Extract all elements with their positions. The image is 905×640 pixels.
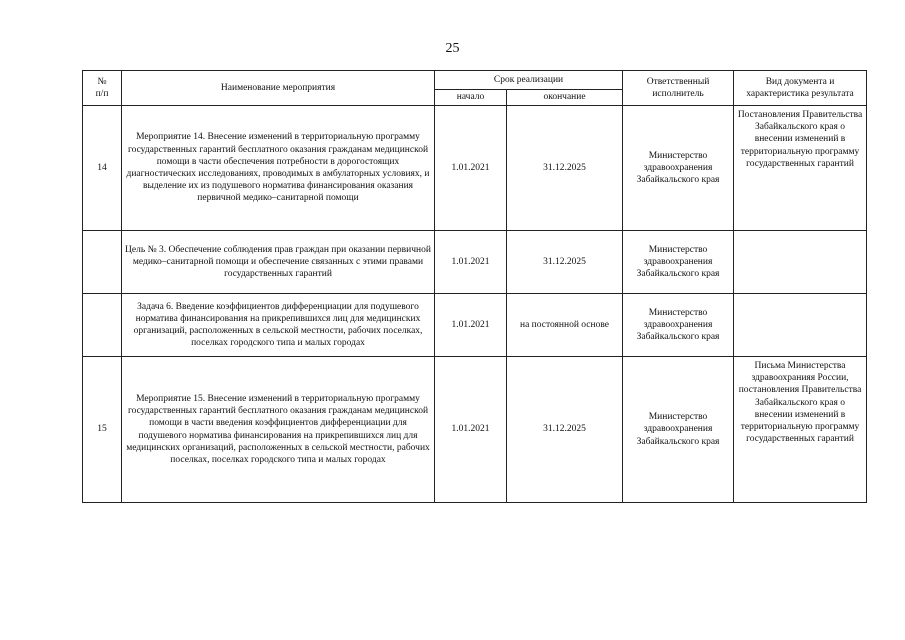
row-end: 31.12.2025	[507, 106, 623, 231]
row-name: Мероприятие 14. Внесение изменений в территориальную программу государственных гарантий бесплатного оказания гражданам медицинской помощи в части обеспечения потребности в дорогостоящих диагностических исследованиях, проводимых в амбулаторных условиях, и выделение их из подушевого норматива финансирования оказания первичной медико–санитарной помощи	[122, 106, 435, 231]
row-executor: Министерство здравоохранения Забайкальского края	[623, 106, 734, 231]
row-start: 1.01.2021	[435, 294, 507, 357]
header-name: Наименование мероприятия	[122, 71, 435, 106]
row-name: Задача 6. Введение коэффициентов дифференциации для подушевого норматива финансирования на прикрепившихся лиц для медицинских организаций, расположенных в сельской местности, рабочих поселках, поселках городского типа и малых городах	[122, 294, 435, 357]
table-row	[83, 294, 867, 357]
header-end: окончание	[507, 90, 623, 106]
row-doc: Письма Министерства здравоохранияя России, постановления Правительства Забайкальского края о внесении изменений в территориальную программу государственных гарантий	[734, 357, 867, 503]
measures-table	[82, 70, 867, 503]
table-row	[83, 106, 867, 231]
row-executor: Министерство здравоохранения Забайкальского края	[623, 294, 734, 357]
row-num: 15	[83, 357, 122, 503]
row-end: 31.12.2025	[507, 357, 623, 503]
row-executor: Министерство здравоохранения Забайкальского края	[623, 231, 734, 294]
row-num	[83, 231, 122, 294]
header-num: № п/п	[83, 71, 122, 106]
row-start: 1.01.2021	[435, 231, 507, 294]
row-num: 14	[83, 106, 122, 231]
row-end: 31.12.2025	[507, 231, 623, 294]
row-num	[83, 294, 122, 357]
row-start: 1.01.2021	[435, 357, 507, 503]
header-doc: Вид документа и характеристика результата	[734, 71, 867, 106]
table-row	[83, 357, 867, 503]
row-executor: Министерство здравоохранения Забайкальского края	[623, 357, 734, 503]
header-start: начало	[435, 90, 507, 106]
page-number: 25	[445, 41, 460, 56]
row-name: Цель № 3. Обеспечение соблюдения прав граждан при оказании первичной медико–санитарной помощи и обеспечение связанных с этими правами государственных гарантий	[122, 231, 435, 294]
row-doc	[734, 231, 867, 294]
row-end: на постоянной основе	[507, 294, 623, 357]
row-name: Мероприятие 15. Внесение изменений в территориальную программу государственных гарантий бесплатного оказания гражданам медицинской помощи в части введения коэффициентов дифференциации для подушевого норматива финансирования на прикрепившихся лиц для медицинских организаций, расположенных в сельской местности, рабочих поселках, поселках городского типа и малых городах	[122, 357, 435, 503]
header-period: Срок реализации	[435, 71, 623, 90]
row-doc: Постановления Правительства Забайкальского края о внесении изменений в территориальную программу государственных гарантий	[734, 106, 867, 231]
header-executor: Ответственный исполнитель	[623, 71, 734, 106]
table-header-row	[83, 71, 867, 90]
table-row	[83, 231, 867, 294]
row-start: 1.01.2021	[435, 106, 507, 231]
row-doc	[734, 294, 867, 357]
